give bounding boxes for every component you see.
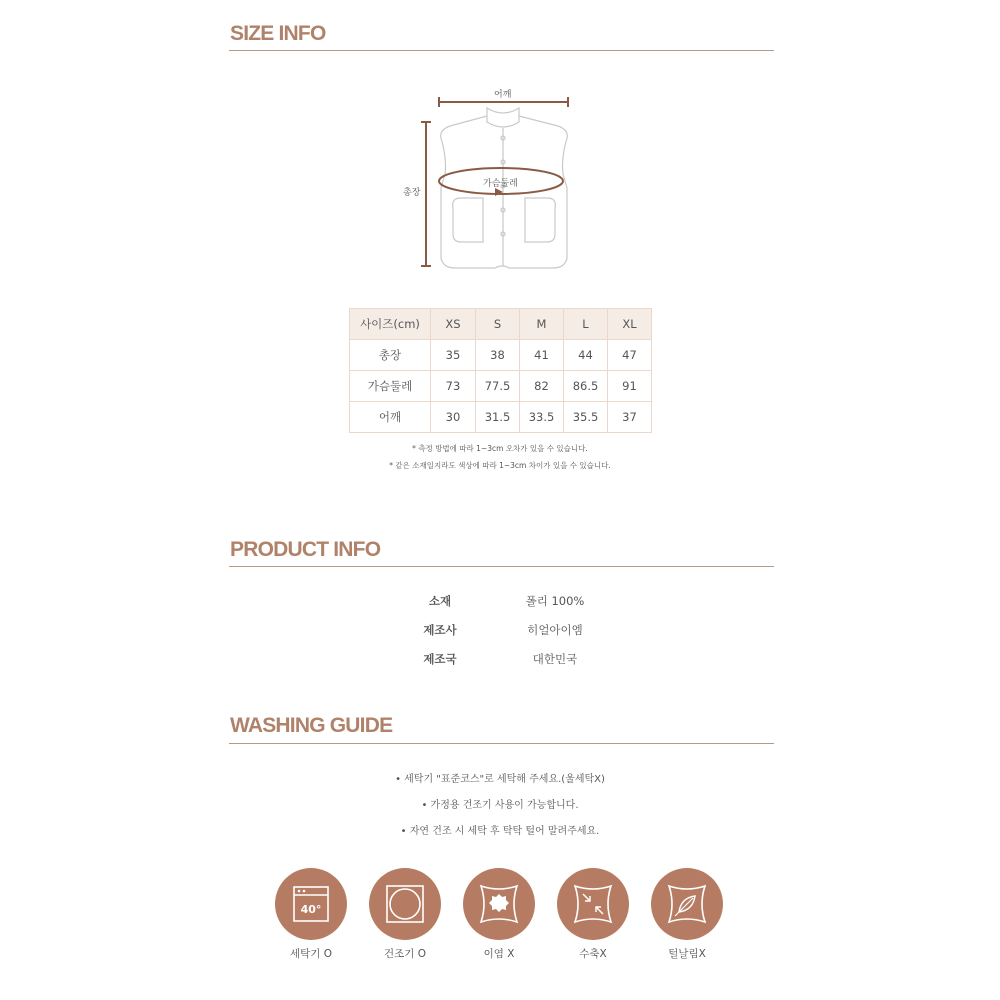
table-cell: 47 [608, 340, 652, 371]
care-label: 수축X [579, 948, 607, 960]
table-cell: 86.5 [564, 371, 608, 402]
pilling-icon [463, 868, 535, 940]
table-cell: 73 [431, 371, 476, 402]
table-cell: 41 [520, 340, 564, 371]
table-cell: 35.5 [564, 402, 608, 433]
table-header-cell: XL [608, 309, 652, 340]
size-table-header [350, 309, 652, 340]
product-info-divider [229, 566, 774, 567]
table-cell: 37 [608, 402, 652, 433]
product-info-list [380, 593, 620, 680]
table-header-cell: 사이즈(cm) [350, 309, 431, 340]
washing-instruction: • 세탁기 "표준코스"로 세탁해 주세요.(울세탁X) [395, 774, 605, 785]
size-table [349, 308, 652, 433]
temperature-label: 40° [300, 903, 322, 916]
table-row [350, 340, 652, 371]
table-cell: 35 [431, 340, 476, 371]
table-row [350, 402, 652, 433]
product-info-row [380, 593, 620, 622]
product-info-key: 소재 [428, 594, 452, 608]
table-cell: 어깨 [350, 402, 431, 433]
washing-machine-icon [275, 868, 347, 940]
shedding-icon [651, 868, 723, 940]
care-item-washer [275, 868, 351, 961]
care-item-shedding [651, 868, 727, 961]
product-info-value: 대한민국 [532, 652, 578, 666]
product-info-title: PRODUCT INFO [230, 538, 381, 561]
product-info-row [380, 651, 620, 680]
washing-guide-title: WASHING GUIDE [230, 714, 393, 737]
care-label: 털날림X [668, 948, 706, 960]
product-info-value: 폴리 100% [525, 594, 585, 608]
care-label: 이염 X [483, 948, 515, 960]
table-cell: 77.5 [476, 371, 520, 402]
product-info-key: 제조국 [423, 652, 457, 666]
product-info-value: 히얼아이엠 [527, 623, 583, 637]
washing-instruction: • 자연 건조 시 세탁 후 탁탁 털어 말려주세요. [400, 826, 600, 837]
vest-diagram [395, 78, 605, 278]
size-note: * 같은 소재일지라도 색상에 따라 1~3cm 차이가 있을 수 있습니다. [389, 461, 611, 470]
size-note: * 측정 방법에 따라 1~3cm 오차가 있을 수 있습니다. [412, 444, 588, 453]
shrink-icon [557, 868, 629, 940]
table-cell: 82 [520, 371, 564, 402]
care-item-dryer [369, 868, 445, 961]
table-cell: 33.5 [520, 402, 564, 433]
chest-label: 가슴둘레 [483, 179, 518, 189]
table-cell: 44 [564, 340, 608, 371]
table-header-cell: XS [431, 309, 476, 340]
table-cell: 가슴둘레 [350, 371, 431, 402]
table-cell: 총장 [350, 340, 431, 371]
size-info-title: SIZE INFO [230, 22, 326, 45]
product-info-key: 제조사 [423, 623, 457, 637]
table-cell: 38 [476, 340, 520, 371]
care-item-shrink [557, 868, 633, 961]
table-cell: 91 [608, 371, 652, 402]
tumble-dryer-icon [369, 868, 441, 940]
care-item-pilling [463, 868, 539, 961]
shoulder-label: 어깨 [494, 90, 512, 100]
table-cell: 31.5 [476, 402, 520, 433]
washing-guide-divider [229, 743, 774, 744]
table-header-cell: L [564, 309, 608, 340]
product-info-row [380, 622, 620, 651]
care-label: 세탁기 O [289, 948, 333, 960]
table-row [350, 371, 652, 402]
length-label: 총장 [403, 188, 421, 198]
table-header-cell: S [476, 309, 520, 340]
table-header-cell: M [520, 309, 564, 340]
care-label: 건조기 O [383, 948, 427, 960]
table-cell: 30 [431, 402, 476, 433]
washing-instruction: • 가정용 건조기 사용이 가능합니다. [421, 800, 579, 811]
size-info-divider [229, 50, 774, 51]
